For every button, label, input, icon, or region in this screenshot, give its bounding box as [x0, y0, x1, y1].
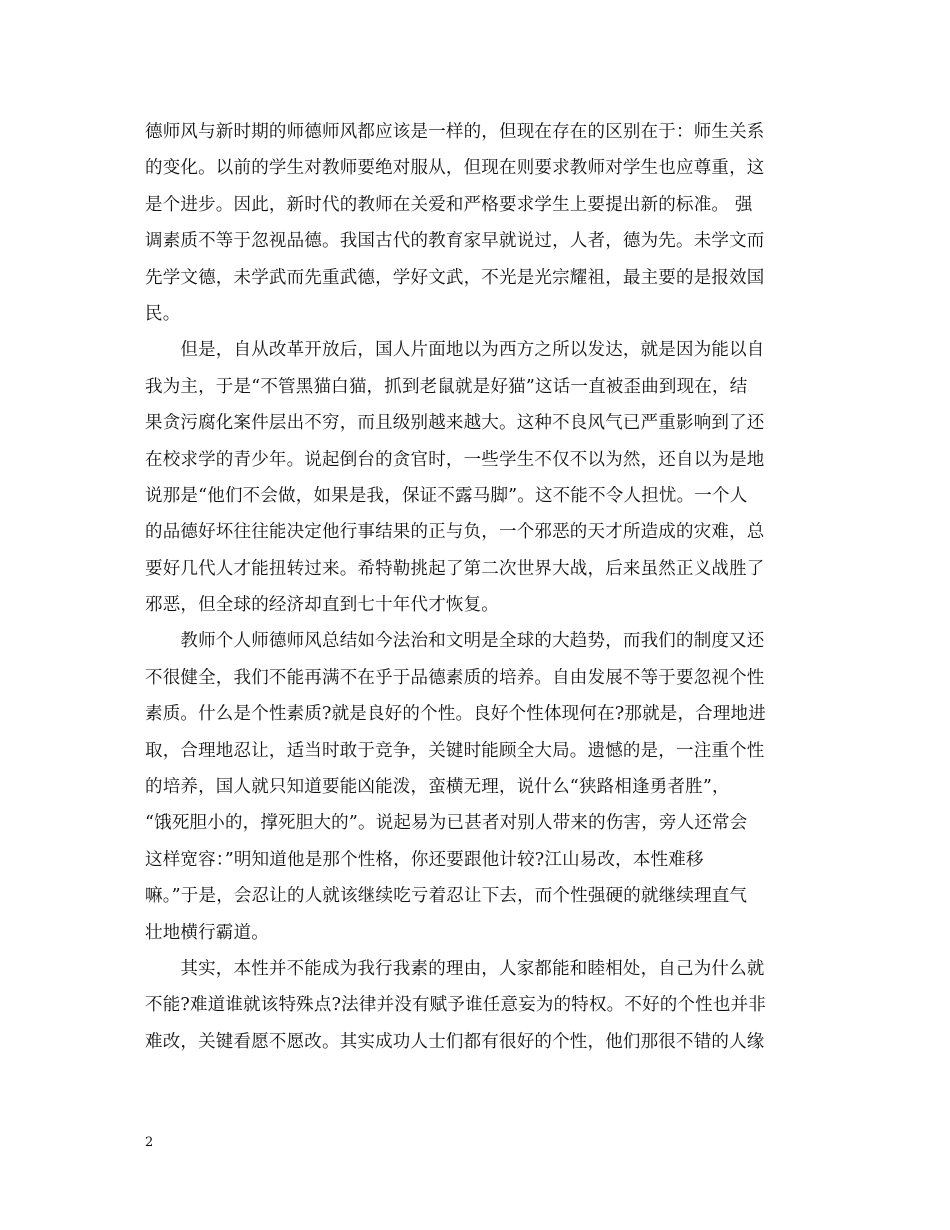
text-line: 不能?难道谁就该特殊点?法律并没有赋予谁任意妄为的特权。不好的个性也并非 — [145, 995, 766, 1016]
text-line: 的培养，国人就只知道要能凶能泼，蛮横无理，说什么“狭路相逢勇者胜”， — [145, 777, 730, 798]
text-line: 先学文德，未学武而先重武德，学好文武，不光是光宗耀祖，最主要的是报效国 — [145, 267, 765, 288]
text-line: “饿死胆小的，撑死胆大的”。说起易为已甚者对别人带来的伤害，旁人还常会 — [145, 813, 748, 834]
body-text — [145, 114, 805, 1060]
text-line: 不很健全，我们不能再满不在乎于品德素质的培养。自由发展不等于要忽视个性 — [145, 667, 765, 688]
text-line: 教师个人师德师风总结如今法治和文明是全球的大趋势，而我们的制度又还 — [145, 631, 765, 652]
text-line: 的变化。以前的学生对教师要绝对服从，但现在则要求教师对学生也应尊重，这 — [145, 158, 765, 179]
text-line: 的品德好坏往往能决定他行事结果的正与负，一个邪恶的天才所造成的灾难，总 — [145, 522, 765, 543]
text-line: 其实，本性并不能成为我行我素的理由，人家都能和睦相处，自己为什么就 — [145, 958, 765, 979]
text-line: 民。 — [145, 303, 181, 324]
text-line: 但是，自从改革开放后，国人片面地以为西方之所以发达，就是因为能以自 — [145, 340, 765, 361]
text-line: 德师风与新时期的师德师风都应该是一样的，但现在存在的区别在于：师生关系 — [145, 122, 765, 142]
text-line: 说那是“他们不会做，如果是我，保证不露马脚”。这不能不令人担忧。一个人 — [145, 485, 748, 506]
text-line: 取，合理地忍让，适当时敢于竞争，关键时能顾全大局。遗憾的是，一注重个性 — [145, 740, 765, 761]
text-line: 果贪污腐化案件层出不穷，而且级别越来越大。这种不良风气已严重影响到了还 — [145, 413, 765, 434]
page-number: 2 — [145, 1135, 154, 1150]
text-line: 这样宽容：”明知道他是那个性格，你还要跟他计较?江山易改，本性难移 — [145, 849, 704, 870]
text-line: 在校求学的青少年。说起倒台的贪官时，一些学生不仅不以为然，还自以为是地 — [145, 449, 765, 470]
text-line: 调素质不等于忽视品德。我国古代的教育家早就说过，人者，德为先。未学文而 — [145, 231, 765, 252]
text-line: 嘛。”于是，会忍让的人就该继续吃亏着忍让下去，而个性强硬的就继续理直气 — [145, 886, 748, 907]
text-line: 邪恶，但全球的经济却直到七十年代才恢复。 — [145, 595, 499, 616]
text-line: 要好几代人才能扭转过来。希特勒挑起了第二次世界大战，后来虽然正义战胜了 — [145, 558, 765, 579]
text-line: 素质。什么是个性素质?就是良好的个性。良好个性体现何在?那就是，合理地进 — [145, 704, 766, 725]
text-line: 我为主，于是“不管黑猫白猫，抓到老鼠就是好猫”这话一直被歪曲到现在，结 — [145, 376, 748, 397]
text-line: 是个进步。因此，新时代的教师在关爱和严格要求学生上要提出新的标准。 强 — [145, 194, 753, 215]
text-line: 难改，关键看愿不愿改。其实成功人士们都有很好的个性，他们那很不错的人缘 — [145, 1031, 765, 1052]
text-line: 壮地横行霸道。 — [145, 922, 269, 943]
